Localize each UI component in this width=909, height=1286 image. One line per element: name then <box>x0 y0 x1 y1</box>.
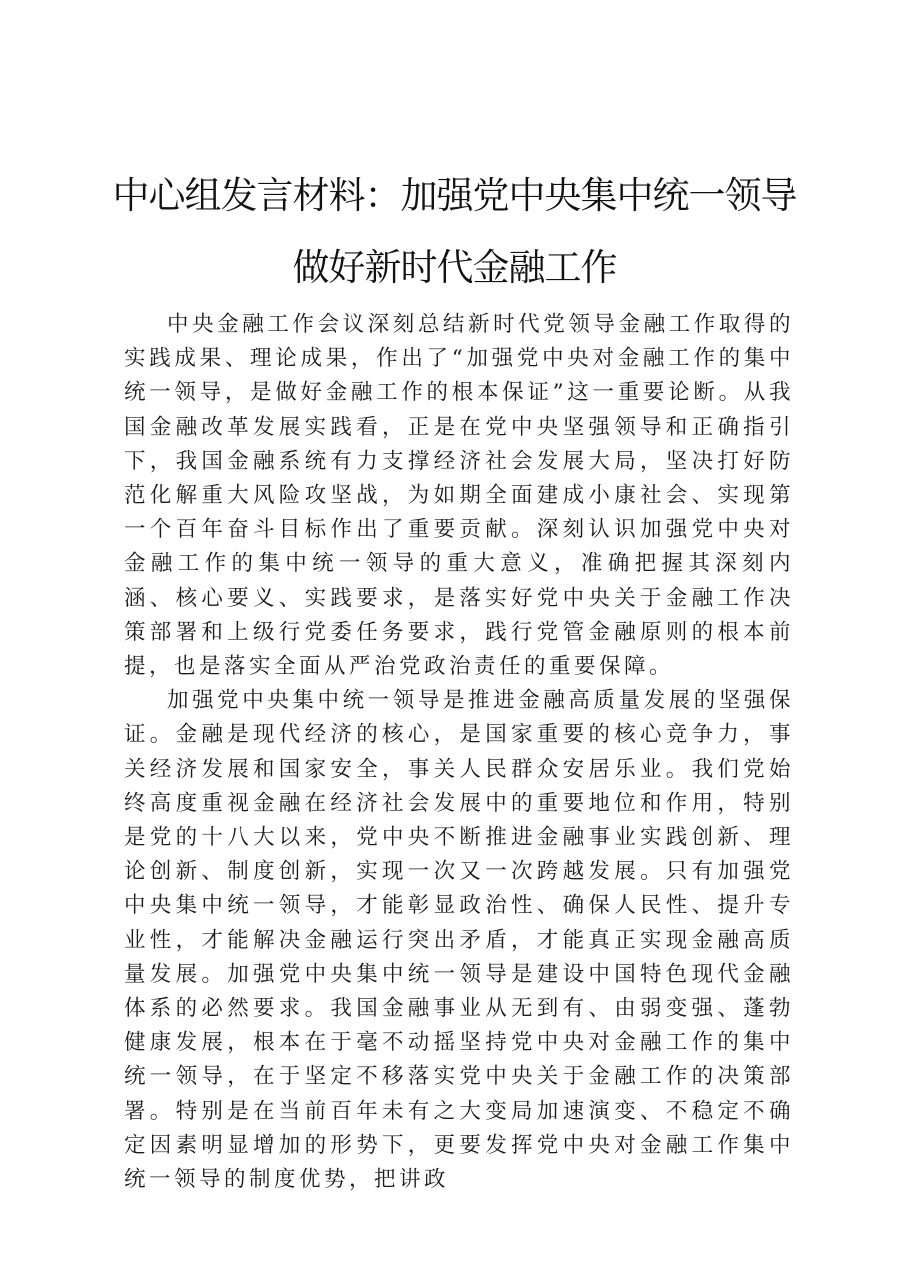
title-line-1: 中心组发言材料：加强党中央集中统一领导 <box>112 174 797 217</box>
document-title <box>0 160 909 304</box>
title-line-2: 做好新时代金融工作 <box>292 246 617 289</box>
body-paragraph-2: 加强党中央集中统一领导是推进金融高质量发展的坚强保证。金融是现代经济的核心，是国家重要的核心竞争力，事关经济发展和国家安全，事关人民群众安居乐业。我们党始终高度重视金融在经济社会发展中的重要地位和作用，特别是党的十八大以来，党中央不断推进金融事业实践创新、理论创新、制度创新，实现一次又一次跨越发展。只有加强党中央集中统一领导，才能彰显政治性、确保人民性、提升专业性，才能解决金融运行突出矛盾，才能真正实现金融高质量发展。加强党中央集中统一领导是建设中国特色现代金融体系的必然要求。我国金融事业从无到有、由弱变强、蓬勃健康发展，根本在于毫不动摇坚持党中央对金融工作的集中统一领导，在于坚定不移落实党中央关于金融工作的决策部署。特别是在当前百年未有之大变局加速演变、不稳定不确定因素明显增加的形势下，更要发挥党中央对金融工作集中统一领导的制度优势，把讲政 <box>124 688 794 1193</box>
body-paragraph-1: 中央金融工作会议深刻总结新时代党领导金融工作取得的实践成果、理论成果，作出了“加强党中央对金融工作的集中统一领导，是做好金融工作的根本保证”这一重要论断。从我国金融改革发展实践看，正是在党中央坚强领导和正确指引下，我国金融系统有力支撑经济社会发展大局，坚决打好防范化解重大风险攻坚战，为如期全面建成小康社会、实现第一个百年奋斗目标作出了重要贡献。深刻认识加强党中央对金融工作的集中统一领导的重大意义，准确把握其深刻内涵、核心要义、实践要求，是落实好党中央关于金融工作决策部署和上级行党委任务要求，践行党管金融原则的根本前提，也是落实全面从严治党政治责任的重要保障。 <box>124 312 794 680</box>
document-body <box>124 308 794 1197</box>
